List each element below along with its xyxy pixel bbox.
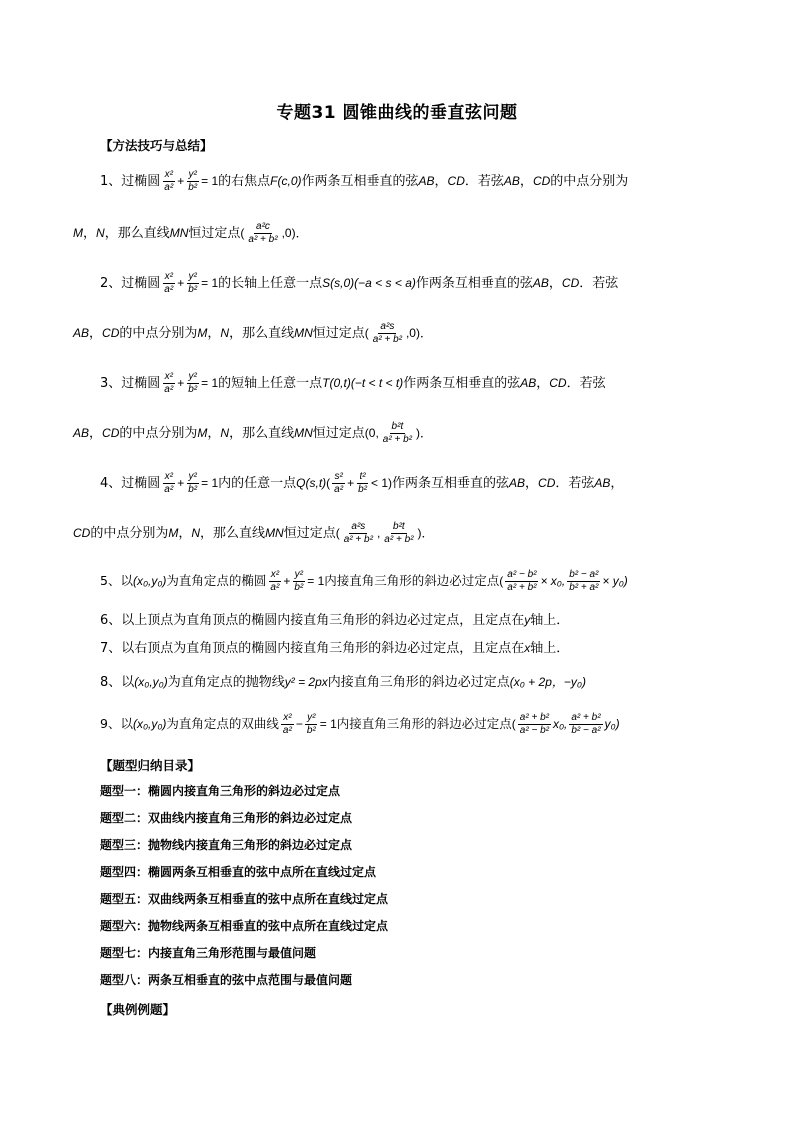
item-4-line-1: 4、过椭圆 $\frac{\text{x²}}{\text{a²}}$ + $\frac{\text{y²}}{\text{b²}}$ = 1内的任意一点Q(s,t)( $\frac{\text{s²}}{\text{a²}}$ + $\frac{\text{t²}}{\text{b²}}$ < 1)作两条互相垂直的弦AB，CD．若弦AB， bbox=[100, 471, 624, 495]
fraction: $\frac{\text{b²t}}{\text{a² + b²}}$ bbox=[382, 421, 412, 445]
fraction: $\frac{\text{x²}}{\text{a²}}$ bbox=[164, 371, 174, 395]
fraction: $\frac{\text{a² + b²}}{\text{b² − a²}}$ bbox=[571, 712, 601, 736]
fraction: $\frac{\text{a²s}}{\text{a² + b²}}$ bbox=[343, 521, 373, 545]
fraction: $\frac{\text{x²}}{\text{a²}}$ bbox=[282, 712, 292, 736]
catalog-item-6: 题型六：抛物线两条互相垂直的弦中点所在直线过定点 bbox=[100, 919, 389, 933]
item-3-line-1: 3、过椭圆 $\frac{\text{x²}}{\text{a²}}$ + $\frac{\text{y²}}{\text{b²}}$ = 1的短轴上任意一点T(0,t)(−t < t < t)作两条互相垂直的弦AB，CD．若弦 bbox=[100, 371, 606, 395]
fraction: $\frac{\text{y²}}{\text{b²}}$ bbox=[306, 712, 316, 736]
fraction: $\frac{\text{s²}}{\text{a²}}$ bbox=[334, 471, 344, 495]
fraction: $\frac{\text{t²}}{\text{b²}}$ bbox=[358, 471, 367, 495]
page-title: 专题31 圆锥曲线的垂直弦问题 bbox=[276, 103, 518, 123]
item-3-line-2: AB，CD的中点分别为M，N，那么直线MN恒过定点(0, $\frac{\text{b²t}}{\text{a² + b²}}$ )． bbox=[73, 421, 432, 445]
fraction: $\frac{\text{y²}}{\text{b²}}$ bbox=[188, 371, 198, 395]
section-examples-heading: 【典例例题】 bbox=[100, 1002, 176, 1017]
catalog-item-7: 题型七：内接直角三角形范围与最值问题 bbox=[100, 946, 317, 960]
fraction: $\frac{\text{a²c}}{\text{a² + b²}}$ bbox=[248, 221, 278, 245]
fraction: $\frac{\text{a² + b²}}{\text{a² − b²}}$ bbox=[519, 712, 549, 736]
fraction: $\frac{\text{x²}}{\text{a²}}$ bbox=[164, 169, 174, 193]
item-7: 7、以右顶点为直角顶点的椭圆内接直角三角形的斜边必过定点，且定点在x轴上． bbox=[100, 641, 570, 656]
item-2-line-2: AB，CD的中点分别为M，N，那么直线MN恒过定点( $\frac{\text{a²s}}{\text{a² + b²}}$ ,0)． bbox=[73, 321, 432, 345]
catalog-item-2: 题型二：双曲线内接直角三角形的斜边必过定点 bbox=[100, 811, 353, 825]
fraction: $\frac{\text{x²}}{\text{a²}}$ bbox=[270, 569, 280, 593]
fraction: $\frac{\text{b²t}}{\text{a² + b²}}$ bbox=[384, 521, 414, 545]
item-1-line-1: 1、过椭圆 $\frac{\text{x²}}{\text{a²}}$ + $\frac{\text{y²}}{\text{b²}}$ = 1的右焦点F(c,0)作两条互相垂直的弦AB，CD．若弦AB，CD的中点分别为 bbox=[100, 169, 629, 193]
section-catalog-heading: 【题型归纳目录】 bbox=[100, 758, 201, 773]
fraction: $\frac{\text{b² − a²}}{\text{b² + a²}}$ bbox=[569, 569, 599, 593]
catalog-item-1: 题型一：椭圆内接直角三角形的斜边必过定点 bbox=[100, 784, 341, 798]
catalog-item-4: 题型四：椭圆两条互相垂直的弦中点所在直线过定点 bbox=[100, 865, 377, 879]
catalog-item-8: 题型八：两条互相垂直的弦中点范围与最值问题 bbox=[100, 973, 353, 987]
section-method-heading: 【方法技巧与总结】 bbox=[100, 138, 213, 153]
fraction: $\frac{\text{a²s}}{\text{a² + b²}}$ bbox=[372, 321, 402, 345]
item-6: 6、以上顶点为直角顶点的椭圆内接直角三角形的斜边必过定点，且定点在y轴上． bbox=[100, 613, 570, 628]
item-9: 9、以(x₀,y₀)为直角定点的双曲线 $\frac{\text{x²}}{\text{a²}}$ − $\frac{\text{y²}}{\text{b²}}$ = 1内接直角三角形的斜边必过定点( $\frac{\text{a² + b²}}{\text{a² − b²}}$ x₀, $\frac{\text{a² + b²}}{\text{b² − a²}}$ y₀) bbox=[100, 712, 620, 736]
fraction: $\frac{\text{y²}}{\text{b²}}$ bbox=[294, 569, 304, 593]
fraction: $\frac{\text{x²}}{\text{a²}}$ bbox=[164, 271, 174, 295]
catalog-item-3: 题型三：抛物线内接直角三角形的斜边必过定点 bbox=[100, 838, 353, 852]
fraction: $\frac{\text{y²}}{\text{b²}}$ bbox=[188, 271, 198, 295]
item-5: 5、以(x₀,y₀)为直角定点的椭圆 $\frac{\text{x²}}{\text{a²}}$ + $\frac{\text{y²}}{\text{b²}}$ = 1内接直角三角形的斜边必过定点( $\frac{\text{a² − b²}}{\text{a² + b²}}$ × x₀, $\frac{\text{b² − a²}}{\text{b² + a²}}$ × y₀) bbox=[100, 569, 628, 593]
item-4-line-2: CD的中点分别为M，N，那么直线MN恒过定点( $\frac{\text{a²s}}{\text{a² + b²}}$ , $\frac{\text{b²t}}{\text{a² + b²}}$ )． bbox=[73, 521, 434, 545]
fraction: $\frac{\text{x²}}{\text{a²}}$ bbox=[164, 471, 174, 495]
catalog-item-5: 题型五：双曲线两条互相垂直的弦中点所在直线过定点 bbox=[100, 892, 389, 906]
fraction: $\frac{\text{a² − b²}}{\text{a² + b²}}$ bbox=[507, 569, 537, 593]
fraction: $\frac{\text{y²}}{\text{b²}}$ bbox=[188, 169, 198, 193]
item-2-line-1: 2、过椭圆 $\frac{\text{x²}}{\text{a²}}$ + $\frac{\text{y²}}{\text{b²}}$ = 1的长轴上任意一点S(s,0)(−a < s < a)作两条互相垂直的弦AB，CD．若弦 bbox=[100, 271, 619, 295]
item-1-line-2: M，N，那么直线MN恒过定点( $\frac{\text{a²c}}{\text{a² + b²}}$ ,0)． bbox=[73, 221, 308, 245]
fraction: $\frac{\text{y²}}{\text{b²}}$ bbox=[188, 471, 198, 495]
item-8: 8、以(x₀,y₀)为直角定点的抛物线y² = 2px内接直角三角形的斜边必过定点(x₀ + 2p，−y₀) bbox=[100, 675, 586, 690]
